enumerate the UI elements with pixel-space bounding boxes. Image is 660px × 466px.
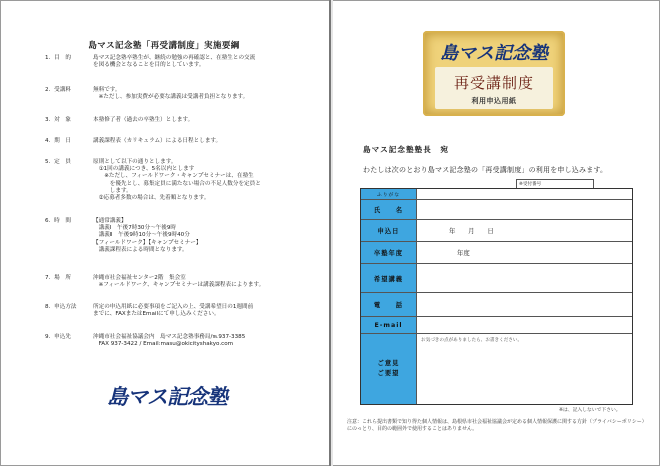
email-row[interactable] <box>361 317 632 334</box>
application-form <box>360 188 633 405</box>
furigana-row[interactable] <box>361 189 632 200</box>
date-value: 年 月 日 <box>449 227 494 235</box>
date-label: 申込日 <box>361 220 417 241</box>
banner-logo: 島マス記念塾 <box>440 43 548 64</box>
item-number: 1．目 的 <box>45 55 71 61</box>
document-title: 島マス記念塾「再受講制度」実施要綱 <box>88 41 240 51</box>
phone-row[interactable] <box>361 293 632 317</box>
item-line: ※ただし、フィールドワーク・キャンプセミナーは、在塾生 <box>93 173 254 180</box>
right-page <box>333 1 658 465</box>
opinion-note: お気づきの点がありましたら、お書きください。 <box>421 338 523 343</box>
item-number: 3．対 象 <box>45 117 71 123</box>
form-title: 再受講制度 <box>453 74 534 92</box>
item-line: 沖縄市社会福祉協議会内 島マス記念塾事務局/℡937-3385 <box>93 334 246 340</box>
name-row[interactable] <box>361 200 632 220</box>
phone-label: 電 話 <box>361 293 417 316</box>
item-line: 沖縄市社会福祉センター2階 集会室 <box>93 275 186 281</box>
item-line: 所定の申込用紙に必要事項をご記入の上、受講希望日の1週間前 <box>93 304 254 310</box>
item-line: ①1回の講義につき、5名以内とします <box>93 166 195 173</box>
item-line: 無料です。 <box>93 87 121 93</box>
privacy-footer: 注意：これら提出書類で知り得た個人情報は、島根県市社会福祉協議会が定める個人情報保護に関する方針（プライバシーポリシー）にのっとり、目的の範囲外で使用することはありません。 <box>347 419 647 432</box>
item-line: 原則として以下の通りとします。 <box>93 159 177 165</box>
do-not-fill-note: ※は、記入しないで下さい。 <box>559 408 621 413</box>
item-line: ※ただし、参加実費が必要な講義は受講者負担となります。 <box>93 94 249 101</box>
receipt-number-box: ※受付番号 <box>516 179 594 189</box>
year-value: 年度 <box>457 249 470 257</box>
desired-course-row[interactable] <box>361 264 632 293</box>
year-label: 卒塾年度 <box>361 242 417 263</box>
name-label: 氏 名 <box>361 200 417 219</box>
item-number: 8．申込方法 <box>45 304 77 310</box>
item-number: 9．申込先 <box>45 334 71 340</box>
addressee: 島マス記念塾塾長 宛 <box>363 145 449 154</box>
application-date-row[interactable] <box>361 220 632 242</box>
item-number: 6．時 間 <box>45 218 71 224</box>
item-line: 講義課程表による時間となります。 <box>93 246 188 253</box>
school-logo: 島マス記念塾 <box>107 384 227 409</box>
item-line: 本塾修了者（過去の卒塾生）とします。 <box>93 117 194 123</box>
furigana-label: ふりがな <box>361 189 417 199</box>
item-line: を図る機会となることを目的としています。 <box>93 62 205 69</box>
item-line: 島マス記念塾卒塾生が、継続の勉強の再確認と、在塾生との交流 <box>93 55 256 61</box>
item-line: ②応募者多数の場合は、先着順となります。 <box>93 195 210 202</box>
item-number: 2．受講料 <box>45 87 71 93</box>
item-line: 講義Ⅰ 午後7時30分～午後9時 <box>93 225 177 232</box>
item-line: 【通常講義】 <box>93 218 127 224</box>
intro-text: わたしは次のとおり島マス記念塾の「再受講制度」の利用を申し込みます。 <box>363 166 608 174</box>
left-page <box>1 1 327 465</box>
item-line: 【フィールドワーク】【キャンプセミナー】 <box>93 239 202 246</box>
form-subtitle: 利用申込用紙 <box>471 97 517 105</box>
graduation-year-row[interactable] <box>361 242 632 264</box>
item-line: ※フィールドワーク、キャンプセミナーは講義課程表によります。 <box>93 282 265 289</box>
item-line: FAX 937-3422 / Email:masu@okicityshakyo.com <box>93 341 234 348</box>
banner-panel <box>435 67 553 109</box>
item-line: 講義課程表（カリキュラム）による日程とします。 <box>93 138 222 144</box>
item-number: 5．定 員 <box>45 159 71 165</box>
title-banner <box>423 31 565 116</box>
course-label: 希望講義 <box>361 264 417 292</box>
item-line: を優先とし、募集定員に満たない場合の不足人数分を定員と <box>93 180 261 187</box>
item-number: 4．期 日 <box>45 138 71 144</box>
opinion-label: ご意見 ご要望 <box>361 334 417 404</box>
email-label: E-mail <box>361 317 417 333</box>
item-line: までに、FAXまたはEmailにて申し込みください。 <box>93 311 220 318</box>
item-line: します。 <box>93 187 132 194</box>
item-line: 講義Ⅱ 午後9時10分～午後9時40分 <box>93 232 190 239</box>
item-number: 7．場 所 <box>45 275 71 281</box>
opinion-row[interactable] <box>361 334 632 404</box>
